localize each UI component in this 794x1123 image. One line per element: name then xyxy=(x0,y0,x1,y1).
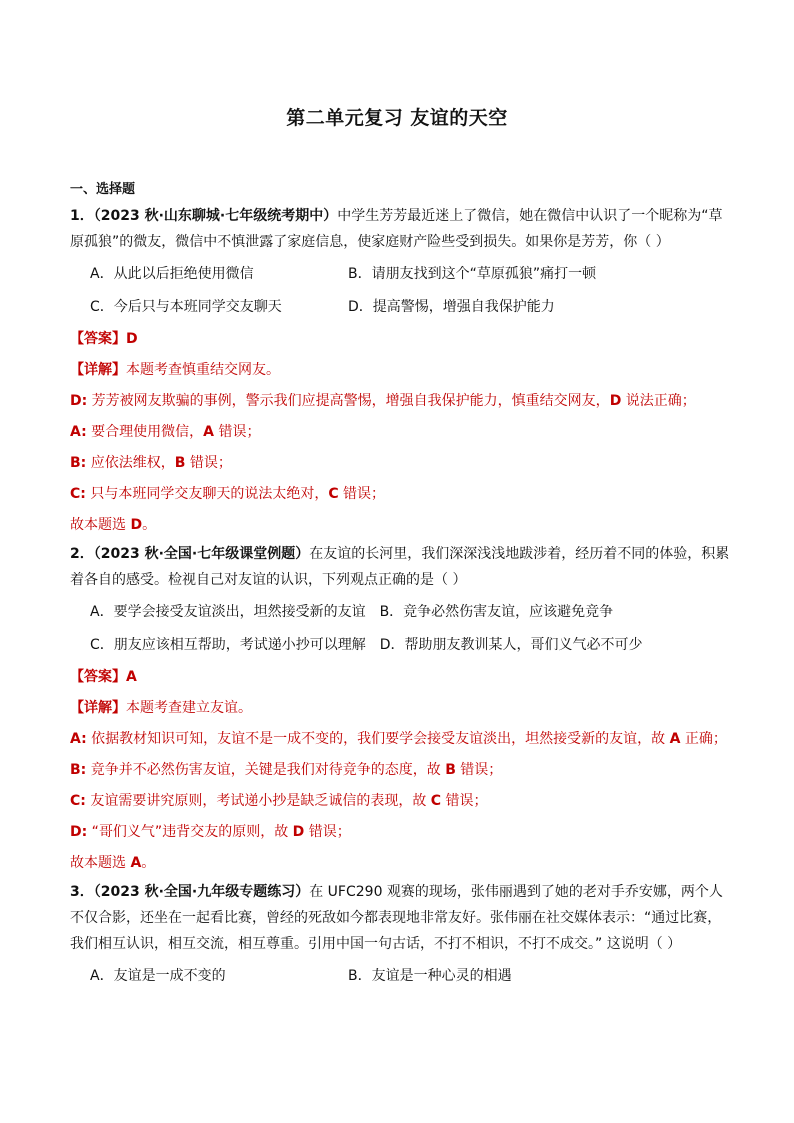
explanation-b: B: 竞争并不必然伤害友谊，关键是我们对待竞争的态度，故 B 错误； xyxy=(70,762,503,778)
question-source: （2023 秋·全国·七年级课堂例题） xyxy=(93,546,310,562)
question-3-stem xyxy=(70,879,730,957)
question-2-options xyxy=(70,596,730,662)
answer-value: A xyxy=(126,669,137,685)
question-1-stem xyxy=(70,203,730,255)
detail-line xyxy=(70,355,730,386)
document-body xyxy=(70,180,730,993)
explanation-d: D: 芳芳被网友欺骗的事例，警示我们应提高警惕，增强自我保护能力，慎重结交网友，D 说法正确； xyxy=(70,393,696,409)
option-c: C．朋友应该相互帮助，考试递小抄可以理解 xyxy=(90,637,366,653)
answer-line xyxy=(70,662,730,693)
page-title: 第二单元复习 友谊的天空 xyxy=(286,107,508,129)
explanation-a: A: 要合理使用微信，A 错误； xyxy=(70,424,261,440)
detail-tag: 【详解】 xyxy=(70,362,126,378)
explanation-d: D: “哥们义气”违背交友的原则，故 D 错误； xyxy=(70,824,351,840)
question-text: 在友谊的长河里，我们深深浅浅地跋涉着，经历着不同的体验，积累着各自的感受。检视自己对友谊的认识，下列观点正确的是（ ） xyxy=(70,546,730,588)
question-text: 在 UFC290 观赛的现场，张伟丽遇到了她的老对手乔安娜，两个人不仅合影，还坐在一起看比赛，曾经的死敌如今都表现地非常友好。张伟丽在社交媒体表示：“通过比赛，我们相互认识，相互交流，相互尊重。引用中国一句古话，不打不相识，不打不成交。” 这说明（ ） xyxy=(70,884,723,952)
explanation-a: A: 依据教材知识可知，友谊不是一成不变的，我们要学会接受友谊淡出，坦然接受新的友谊，故 A 正确； xyxy=(70,731,727,747)
answer-line xyxy=(70,324,730,355)
detail-text: 本题考查建立友谊。 xyxy=(126,700,252,716)
question-3 xyxy=(70,879,730,993)
detail-tag: 【详解】 xyxy=(70,700,126,716)
explanation-c: C: 友谊需要讲究原则，考试递小抄是缺乏诚信的表现，故 C 错误； xyxy=(70,793,488,809)
explanation-c: C: 只与本班同学交友聊天的说法太绝对，C 错误； xyxy=(70,486,386,502)
option-b: B．竞争必然伤害友谊，应该避免竞争 xyxy=(379,604,614,620)
answer-tag: 【答案】 xyxy=(70,669,126,685)
question-number: 1． xyxy=(70,208,94,224)
question-3-options xyxy=(70,960,730,993)
question-number: 2． xyxy=(70,546,94,562)
option-d: D．帮助朋友教训某人，哥们义气必不可少 xyxy=(379,637,643,653)
answer-tag: 【答案】 xyxy=(70,331,126,347)
option-c: C．今后只与本班同学交友聊天 xyxy=(90,299,282,315)
option-b: B．请朋友找到这个“草原孤狼”痛打一顿 xyxy=(348,266,597,282)
question-2-stem xyxy=(70,541,730,593)
question-1-options xyxy=(70,258,730,324)
conclusion-line: 故本题选 A。 xyxy=(70,855,156,871)
detail-text: 本题考查慎重结交网友。 xyxy=(126,362,280,378)
question-2 xyxy=(70,541,730,879)
question-number: 3． xyxy=(70,884,94,900)
question-source: （2023 秋·山东聊城·七年级统考期中） xyxy=(93,208,338,224)
option-d: D．提高警惕，增强自我保护能力 xyxy=(348,299,555,315)
question-source: （2023 秋·全国·九年级专题练习） xyxy=(93,884,310,900)
detail-line xyxy=(70,693,730,724)
option-a: A．要学会接受友谊淡出，坦然接受新的友谊 xyxy=(90,604,366,620)
question-text: 中学生芳芳最近迷上了微信，她在微信中认识了一个昵称为“草原孤狼”的微友，微信中不慎泄露了家庭信息，使家庭财产险些受到损失。如果你是芳芳，你（ ） xyxy=(70,208,723,250)
option-b: B．友谊是一种心灵的相遇 xyxy=(348,968,512,984)
option-a: A．友谊是一成不变的 xyxy=(90,968,226,984)
section-heading: 一、选择题 xyxy=(70,182,136,197)
conclusion-line: 故本题选 D。 xyxy=(70,517,157,533)
explanation-b: B: 应依法维权，B 错误； xyxy=(70,455,232,471)
option-a: A．从此以后拒绝使用微信 xyxy=(90,266,254,282)
answer-value: D xyxy=(126,331,138,347)
question-1 xyxy=(70,203,730,541)
